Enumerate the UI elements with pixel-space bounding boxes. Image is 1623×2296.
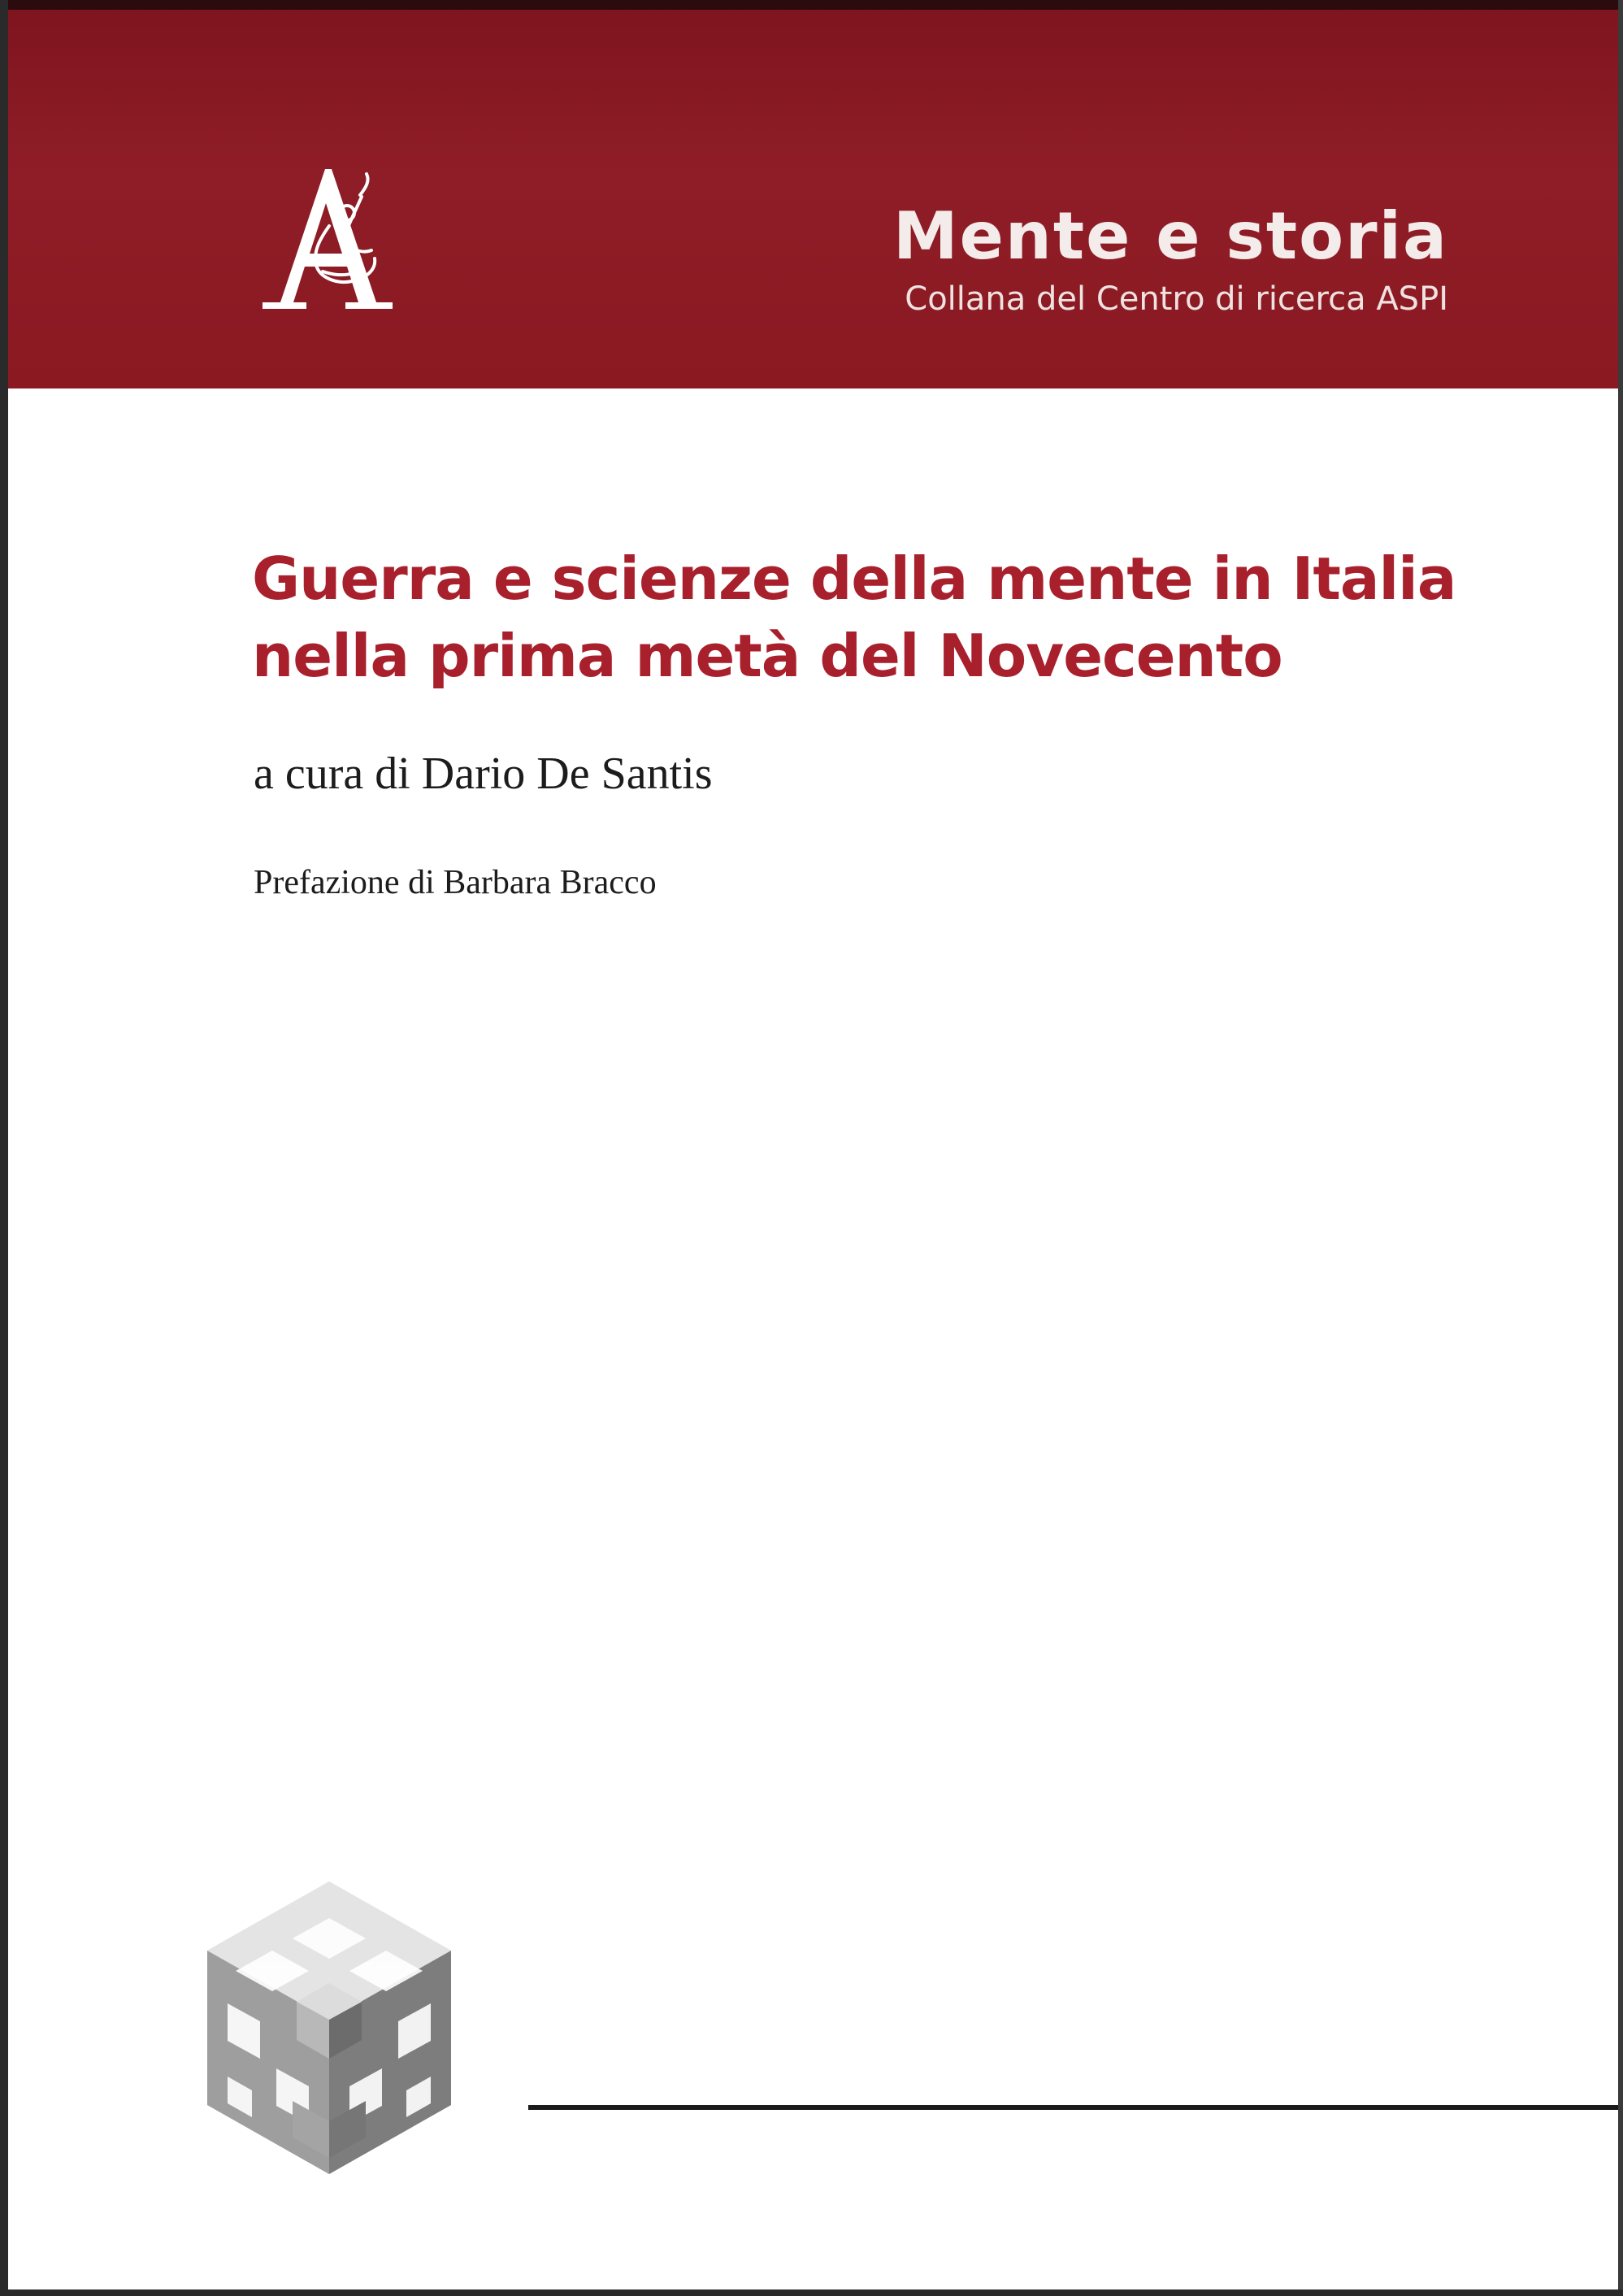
left-edge <box>0 0 8 2296</box>
series-subtitle: Collana del Centro di ricerca ASPI <box>905 280 1448 318</box>
book-title-line-2: nella prima metà del Novecento <box>252 622 1282 690</box>
book-title-line-1: Guerra e scienze della mente in Italia <box>252 545 1456 613</box>
book-title <box>252 540 1456 695</box>
series-title: Mente e storia <box>893 198 1448 274</box>
bottom-edge <box>0 2289 1623 2296</box>
publisher-logo-icon <box>248 163 402 317</box>
horizontal-rule <box>528 2105 1618 2110</box>
right-edge <box>1618 0 1623 2296</box>
preface-credit: Prefazione di Barbara Bracco <box>254 864 657 901</box>
impossible-cube-emblem-icon <box>195 1873 463 2182</box>
editor-credit: a cura di Dario De Santis <box>254 749 713 799</box>
top-edge <box>8 0 1618 10</box>
